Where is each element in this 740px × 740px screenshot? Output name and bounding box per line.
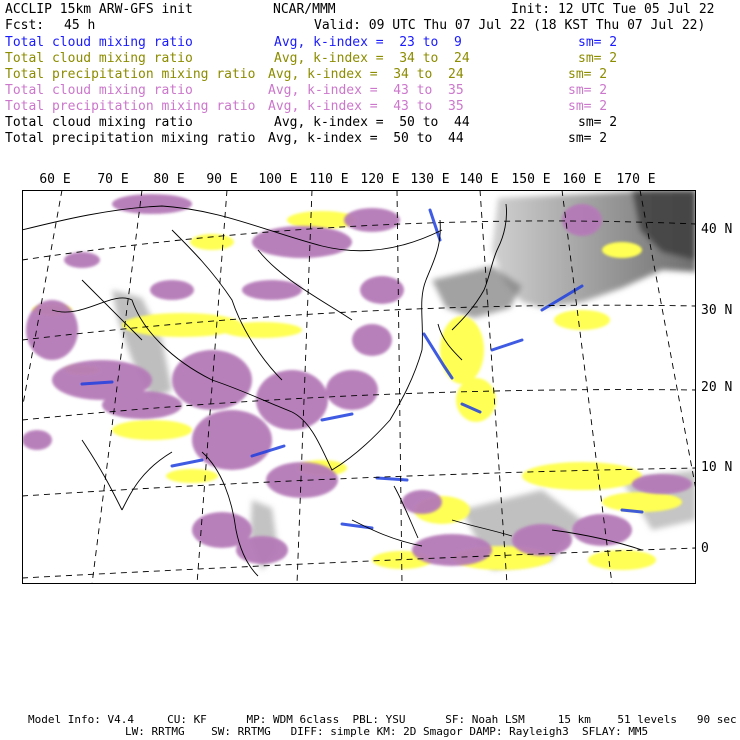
legend-statistic: Avg, k-index = 50 to 44 [274,115,470,130]
organization: NCAR/MMM [273,2,336,17]
legend-field-name: Total cloud mixing ratio [5,35,193,50]
legend-statistic: Avg, k-index = 23 to 9 [274,35,462,50]
legend-smoothing: sm= 2 [578,115,618,130]
lon-label: 170 E [616,172,656,187]
model-info-line2: LW: RRTMG SW: RRTMG DIFF: simple KM: 2D Smagor DAMP: Rayleigh3 SFLAY: MM5 [125,725,649,738]
lon-label: 160 E [562,172,602,187]
legend-statistic: Avg, k-index = 34 to 24 [274,51,470,66]
legend-field-name: Total cloud mixing ratio [5,51,193,66]
lat-label: 0 [701,541,709,556]
legend-smoothing: sm= 2 [578,35,618,50]
lat-label: 10 N [701,460,733,475]
legend-statistic: Avg, k-index = 34 to 24 [268,67,464,82]
lon-label: 100 E [258,172,298,187]
legend-smoothing: sm= 2 [568,99,608,114]
forecast-label: Fcst: [5,18,45,33]
legend-field-name: Total precipitation mixing ratio [5,99,256,114]
valid-time: Valid: 09 UTC Thu 07 Jul 22 (18 KST Thu 07 Jul 22) [314,18,706,33]
legend-field-name: Total precipitation mixing ratio [5,67,256,82]
legend-smoothing: sm= 2 [568,131,608,146]
legend-statistic: Avg, k-index = 50 to 44 [268,131,464,146]
legend-smoothing: sm= 2 [568,83,608,98]
lat-label: 40 N [701,222,733,237]
forecast-map [22,190,696,584]
legend-field-name: Total precipitation mixing ratio [5,131,256,146]
model-title: ACCLIP 15km ARW-GFS init [5,2,193,17]
forecast-hour: 45 h [64,18,96,33]
lon-label: 110 E [309,172,349,187]
lon-label: 70 E [97,172,129,187]
legend-smoothing: sm= 2 [578,51,618,66]
model-info-line1: Model Info: V4.4 CU: KF MP: WDM 6class PBL: YSU SF: Noah LSM 15 km 51 levels 90 sec [28,713,737,726]
legend-smoothing: sm= 2 [568,67,608,82]
lon-label: 130 E [410,172,450,187]
legend-field-name: Total cloud mixing ratio [5,83,193,98]
legend-statistic: Avg, k-index = 43 to 35 [268,99,464,114]
lon-label: 90 E [206,172,238,187]
lon-label: 120 E [360,172,400,187]
lon-label: 150 E [511,172,551,187]
init-time: Init: 12 UTC Tue 05 Jul 22 [511,2,715,17]
legend-field-name: Total cloud mixing ratio [5,115,193,130]
legend-statistic: Avg, k-index = 43 to 35 [268,83,464,98]
lon-label: 140 E [459,172,499,187]
lat-label: 20 N [701,380,733,395]
lat-label: 30 N [701,303,733,318]
lon-label: 80 E [153,172,185,187]
lon-label: 60 E [39,172,71,187]
